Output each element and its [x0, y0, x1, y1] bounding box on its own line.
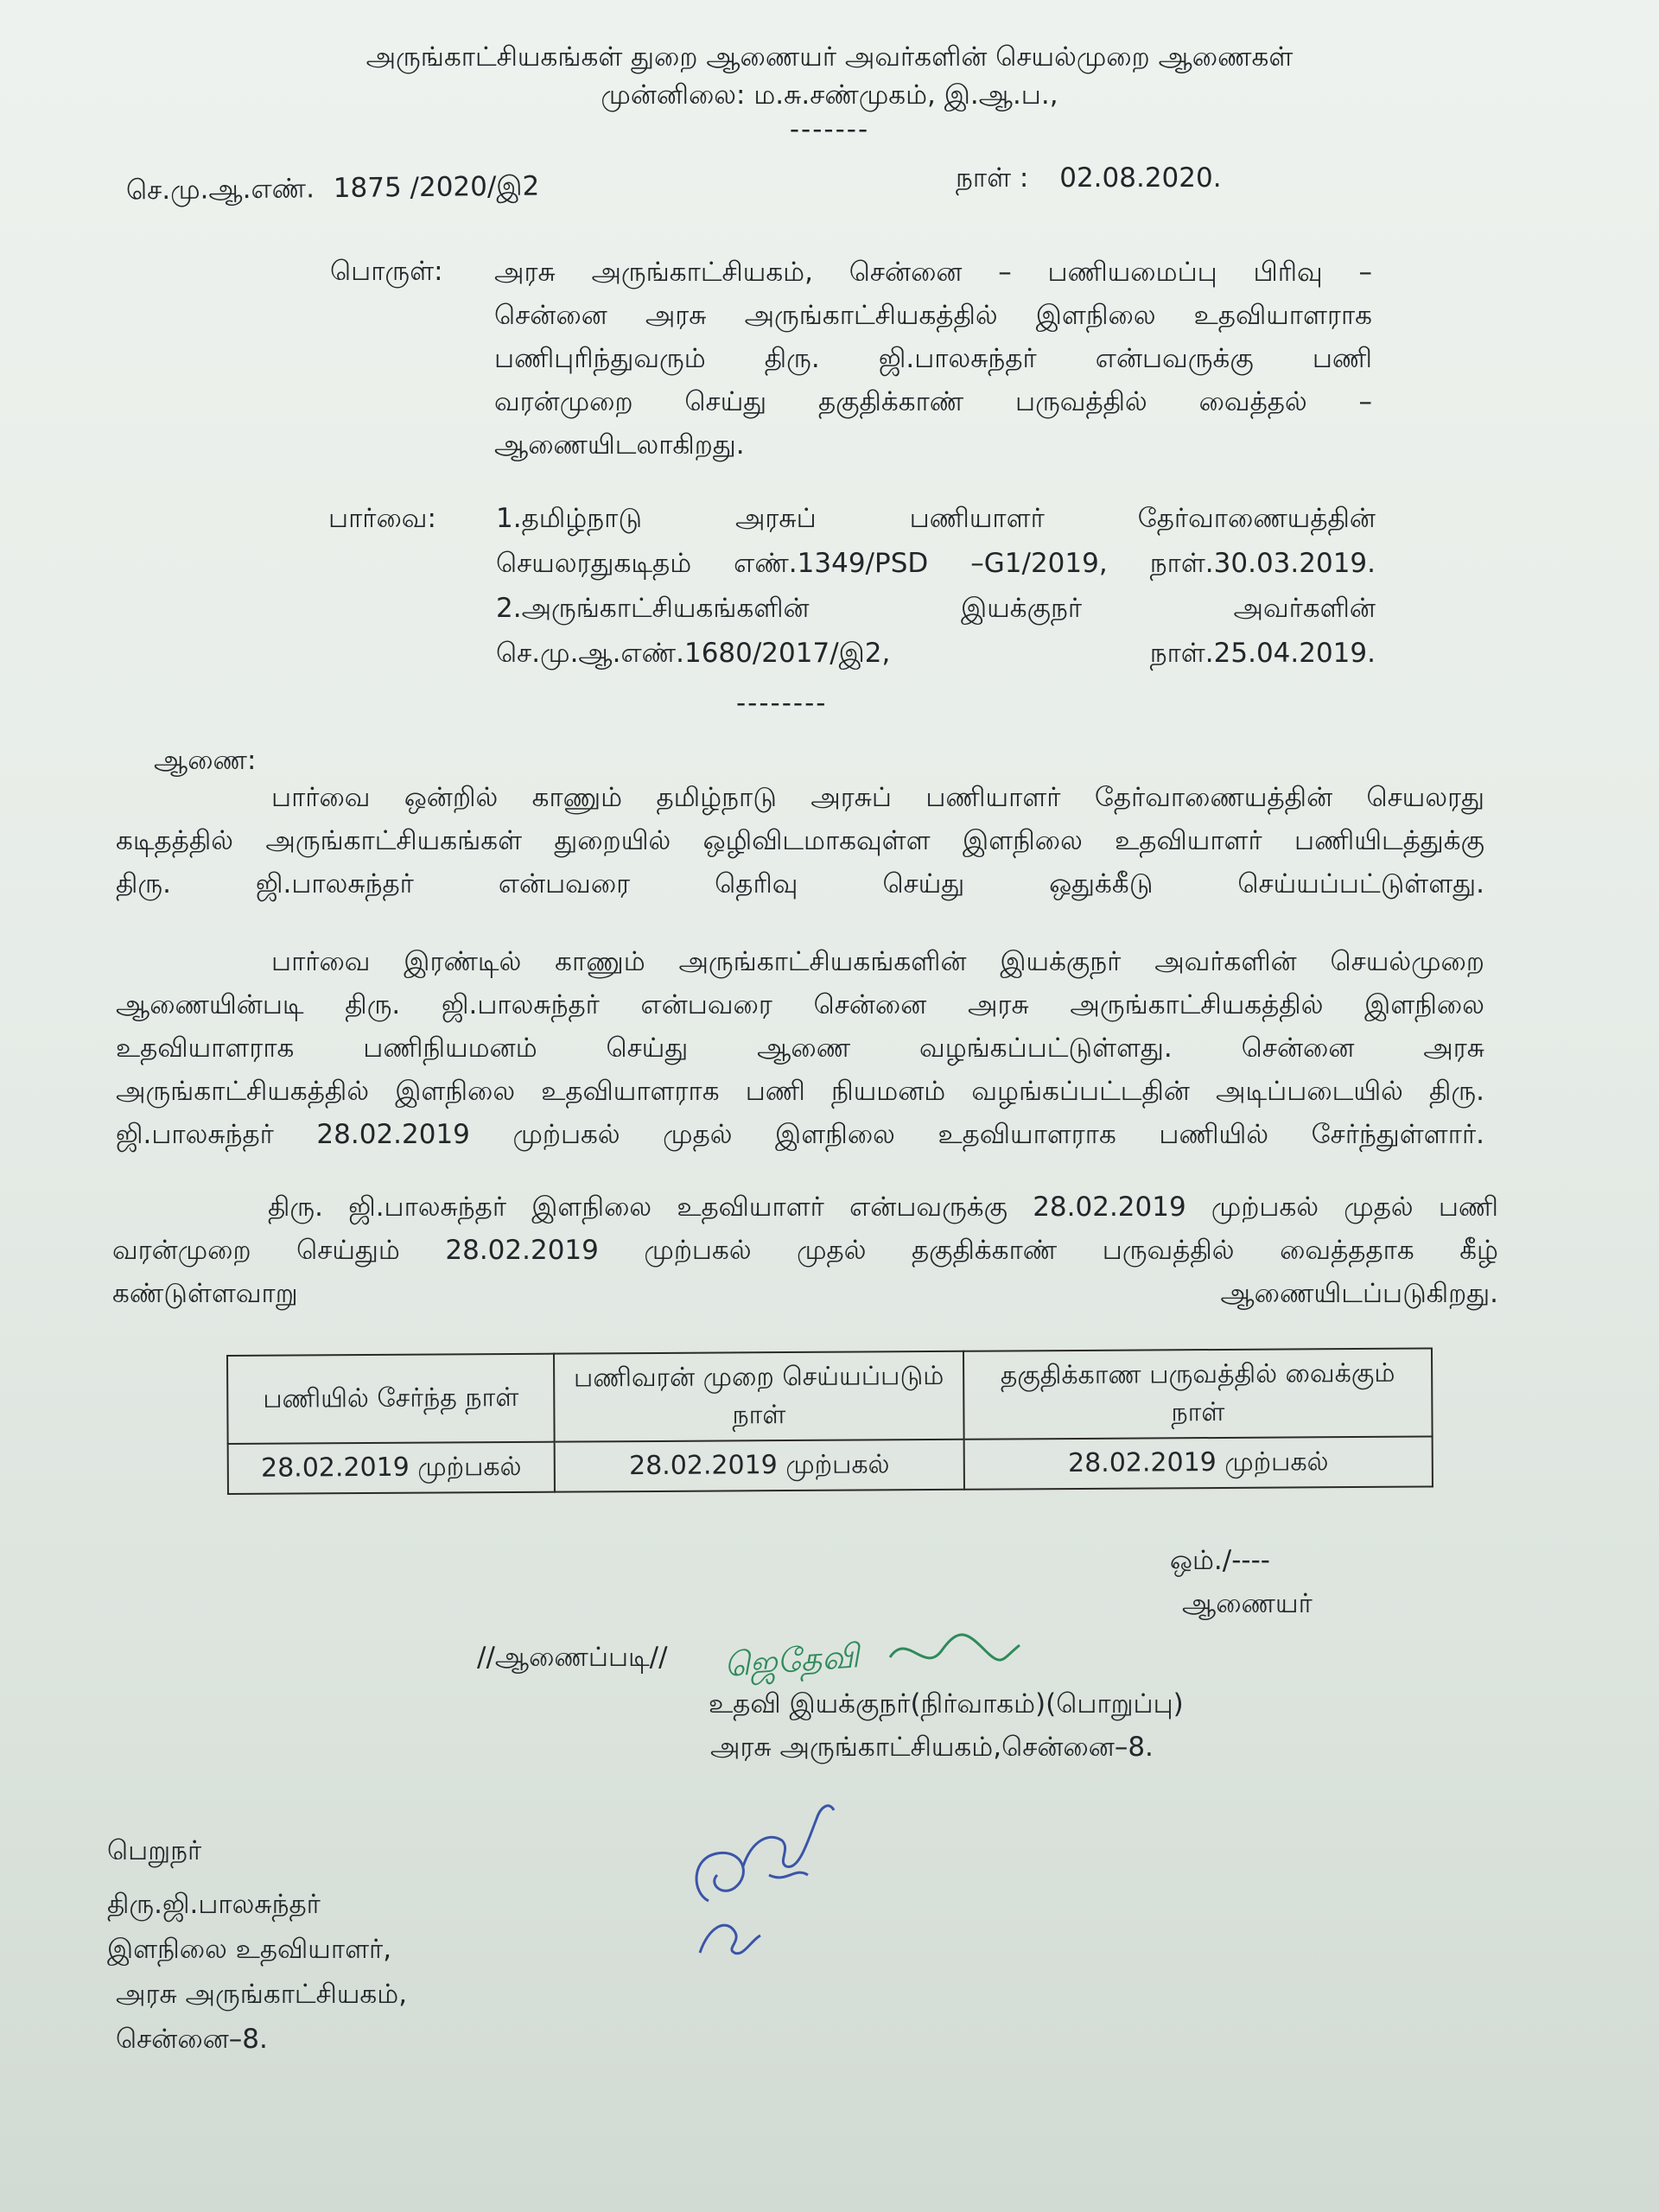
reference-text — [496, 496, 1376, 676]
header-presence: முன்னிலை: ம.சு.சண்முகம், இ.ஆ.ப., — [601, 79, 1058, 111]
paragraph-line: பார்வை ஒன்றில் காணும் தமிழ்நாடு அரசுப் பணியாளர் தேர்வாணையத்தின் செயலரது — [271, 782, 1484, 813]
paragraph-line: ஜி.பாலசுந்தர் 28.02.2019 முற்பகல் முதல் இளநிலை உதவியாளராக பணியில் சேர்ந்துள்ளார். — [116, 1119, 1484, 1150]
reference-line: செயலரதுகடிதம் எண்.1349/PSD –G1/2019, நாள்.30.03.2019. — [496, 548, 1376, 579]
reference-rule: -------- — [736, 688, 828, 719]
subject-line: ஆணையிடலாகிறது. — [494, 429, 745, 461]
subject-line: சென்னை அரசு அருங்காட்சியகத்தில் இளநிலை உதவியாளராக — [494, 300, 1372, 331]
subject-line: வரன்முறை செய்து தகுதிக்காண் பருவத்தில் வைத்தல் – — [494, 386, 1372, 417]
date-value: 02.08.2020. — [1059, 162, 1222, 194]
paragraph-line: பார்வை இரண்டில் காணும் அருங்காட்சியகங்களின் இயக்குநர் அவர்களின் செயல்முறை — [271, 946, 1484, 977]
table-cell: 28.02.2019 முற்பகல் — [964, 1436, 1433, 1489]
reference-line: 1.தமிழ்நாடு அரசுப் பணியாளர் தேர்வாணையத்தின் — [496, 503, 1376, 534]
subject-line: பணிபுரிந்துவரும் திரு. ஜி.பாலசுந்தர் என்பவருக்கு பணி — [494, 343, 1372, 374]
recipient-label: பெறுநர் — [107, 1835, 202, 1866]
order-paragraph-2 — [116, 940, 1484, 1156]
ref-value: 1875 /2020/இ2 — [333, 170, 540, 204]
paragraph-line: வரன்முறை செய்தும் 28.02.2019 முற்பகல் முதல் தகுதிக்காண் பருவத்தில் வைத்ததாக கீழ் — [112, 1235, 1498, 1266]
order-paragraph-3 — [112, 1185, 1498, 1315]
attest-designation: உதவி இயக்குநர்(நிர்வாகம்)(பொறுப்பு) — [709, 1688, 1184, 1719]
header-title: அருங்காட்சியகங்கள் துறை ஆணையர் அவர்களின் செயல்முறை ஆணைகள் — [365, 41, 1294, 73]
paragraph-line: ஆணையின்படி திரு. ஜி.பாலசுந்தர் என்பவரை சென்னை அரசு அருங்காட்சியகத்தில் இளநிலை — [116, 989, 1484, 1020]
table-header-cell: பணியில் சேர்ந்த நாள் — [227, 1354, 555, 1444]
table-row — [228, 1436, 1433, 1494]
date-label: நாள் : — [956, 162, 1029, 194]
table-cell: 28.02.2019 முற்பகல் — [555, 1440, 964, 1492]
table-header-cell: தகுதிக்காண பருவத்தில் வைக்கும் நாள் — [963, 1348, 1433, 1439]
dates-table — [226, 1347, 1433, 1495]
ref-number — [126, 170, 540, 209]
table-header-row — [227, 1348, 1433, 1444]
by-order: //ஆணைப்படி// — [477, 1642, 668, 1673]
paragraph-line: திரு. ஜி.பாலசுந்தர் இளநிலை உதவியாளர் என்பவருக்கு 28.02.2019 முற்பகல் முதல் பணி — [268, 1192, 1498, 1223]
ref-label: செ.மு.ஆ.எண். — [125, 173, 315, 207]
subject-text — [494, 251, 1372, 467]
paragraph-line: கடிதத்தில் அருங்காட்சியகங்கள் துறையில் ஒழிவிடமாகவுள்ள இளநிலை உதவியாளர் பணியிடத்துக்கு — [116, 825, 1484, 856]
paragraph-line: திரு. ஜி.பாலசுந்தர் என்பவரை தெரிவு செய்து ஒதுக்கீடு செய்யப்பட்டுள்ளது. — [116, 868, 1484, 899]
order-paragraph-1 — [116, 776, 1484, 906]
green-signature — [717, 1628, 1037, 1688]
signed-mark: ஒம்./---- — [1170, 1545, 1270, 1576]
table-header-cell: பணிவரன் முறை செய்யப்படும் நாள் — [554, 1351, 964, 1442]
order-date — [956, 162, 1222, 197]
subject-line: அரசு அருங்காட்சியகம், சென்னை – பணியமைப்பு பிரிவு – — [494, 257, 1372, 288]
recipient-line: திரு.ஜி.பாலசுந்தர் — [107, 1889, 321, 1920]
reference-line: செ.மு.ஆ.எண்.1680/2017/இ2, நாள்.25.04.2019. — [496, 638, 1376, 669]
header-rule: ------- — [789, 114, 870, 145]
recipient-line: சென்னை–8. — [116, 2024, 268, 2055]
paragraph-line: அருங்காட்சியகத்தில் இளநிலை உதவியாளராக பணி நியமனம் வழங்கப்பட்டதின் அடிப்படையில் திரு. — [116, 1076, 1484, 1107]
table-cell: 28.02.2019 முற்பகல் — [228, 1442, 555, 1494]
subject-label: பொருள்: — [330, 256, 443, 287]
order-label: ஆணை: — [154, 745, 257, 776]
green-signature-stroke — [890, 1635, 1020, 1660]
reference-line: 2.அருங்காட்சியகங்களின் இயக்குநர் அவர்களின் — [496, 593, 1376, 624]
reference-label: பார்வை: — [328, 503, 436, 534]
attest-office: அரசு அருங்காட்சியகம்,சென்னை–8. — [710, 1732, 1154, 1763]
recipient-address — [107, 1882, 407, 2062]
recipient-line: இளநிலை உதவியாளர், — [107, 1934, 392, 1965]
paragraph-line: கண்டுள்ளவாறு ஆணையிடப்படுகிறது. — [112, 1278, 1498, 1309]
recipient-line: அரசு அருங்காட்சியகம், — [116, 1979, 408, 2010]
paragraph-line: உதவியாளராக பணிநியமனம் செய்து ஆணை வழங்கப்பட்டுள்ளது. சென்னை அரசு — [116, 1033, 1484, 1064]
authority-title: ஆணையர் — [1182, 1588, 1313, 1619]
green-signature-text: ஜெதேவி — [722, 1637, 861, 1684]
blue-handwritten-initial — [674, 1789, 847, 1961]
